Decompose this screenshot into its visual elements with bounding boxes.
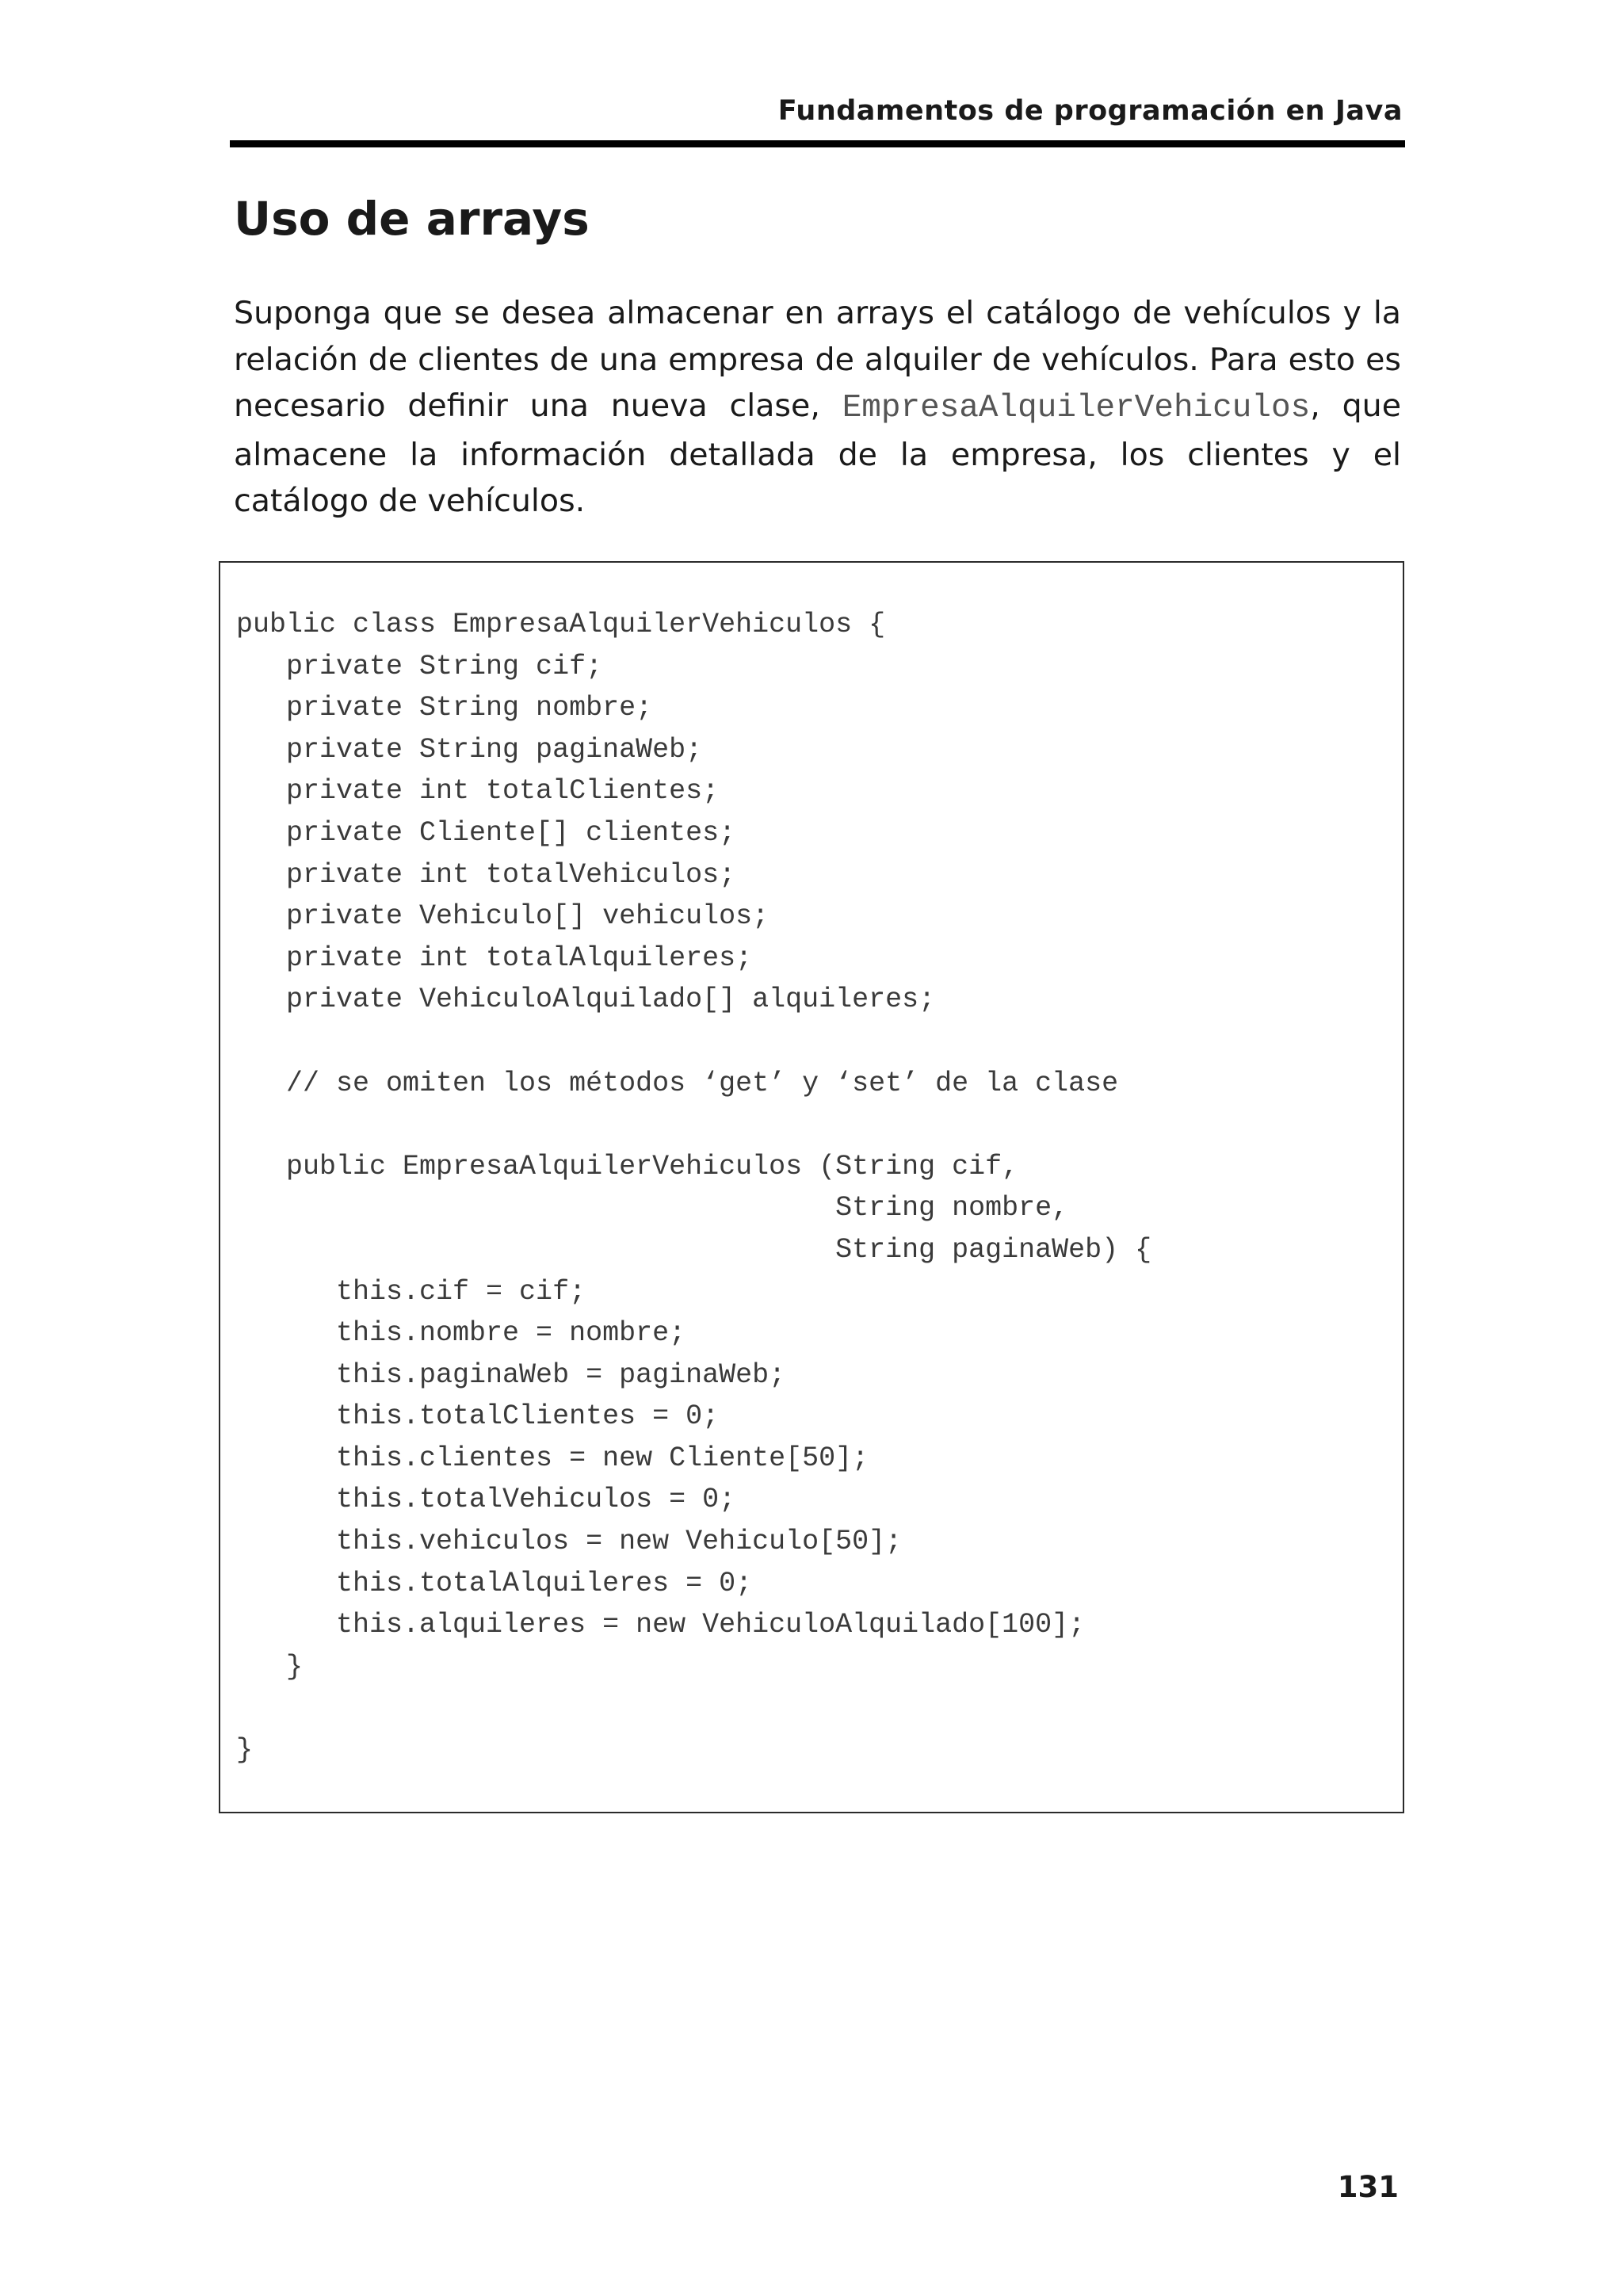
running-header: Fundamentos de programación en Java — [777, 95, 1403, 127]
code-line: this.paginaWeb = paginaWeb; — [236, 1358, 786, 1391]
header-rule — [230, 140, 1405, 147]
code-line: this.totalVehiculos = 0; — [236, 1484, 736, 1516]
code-line: private int totalVehiculos; — [236, 858, 736, 891]
code-line: private String paginaWeb; — [236, 733, 703, 766]
code-line: private Vehiculo[] vehiculos; — [236, 900, 769, 933]
code-line: private int totalAlquileres; — [236, 942, 753, 974]
code-line: String paginaWeb) { — [236, 1233, 1152, 1266]
page-number: 131 — [1337, 2170, 1399, 2204]
code-line: } — [236, 1650, 304, 1683]
code-listing — [236, 604, 1151, 1771]
code-line — [236, 1687, 1151, 1729]
code-line: this.clientes = new Cliente[50]; — [236, 1442, 869, 1474]
inline-class-name: EmpresaAlquilerVehiculos — [842, 390, 1311, 426]
code-line: this.alquileres = new VehiculoAlquilado[100]; — [236, 1609, 1086, 1641]
code-line: this.nombre = nombre; — [236, 1317, 686, 1350]
code-comment-line: // se omiten los métodos ‘get’ y ‘set’ de la clase — [236, 1067, 1119, 1099]
code-line: this.totalAlquileres = 0; — [236, 1567, 753, 1599]
code-line — [236, 1104, 1151, 1146]
code-line: private int totalClientes; — [236, 775, 720, 808]
code-listing-box — [219, 561, 1404, 1813]
code-line: this.vehiculos = new Vehiculo[50]; — [236, 1526, 903, 1558]
code-line: private VehiculoAlquilado[] alquileres; — [236, 984, 936, 1016]
code-line: this.cif = cif; — [236, 1275, 586, 1308]
code-line: private String cif; — [236, 650, 603, 682]
code-line: private String nombre; — [236, 692, 653, 724]
code-line: this.totalClientes = 0; — [236, 1400, 720, 1433]
section-title: Uso de arrays — [234, 192, 590, 246]
code-line: String nombre, — [236, 1192, 1069, 1224]
code-line — [236, 1021, 1151, 1063]
intro-paragraph — [234, 290, 1401, 525]
code-line: public EmpresaAlquilerVehiculos (String cif, — [236, 1150, 1019, 1182]
intro-text-before: Suponga que se desea almacenar en arrays el catálogo de vehículos y la relación de clientes de una empresa de alquiler de vehículos. Para esto es necesario definir una nueva clase, — [234, 295, 1401, 424]
code-line: private Cliente[] clientes; — [236, 816, 736, 849]
code-line: } — [236, 1734, 254, 1767]
code-line: public class EmpresaAlquilerVehiculos { — [236, 609, 886, 640]
intro-text-after: , que almacene la información detallada de la empresa, los clientes y el catálogo de vehículos. — [234, 388, 1401, 519]
